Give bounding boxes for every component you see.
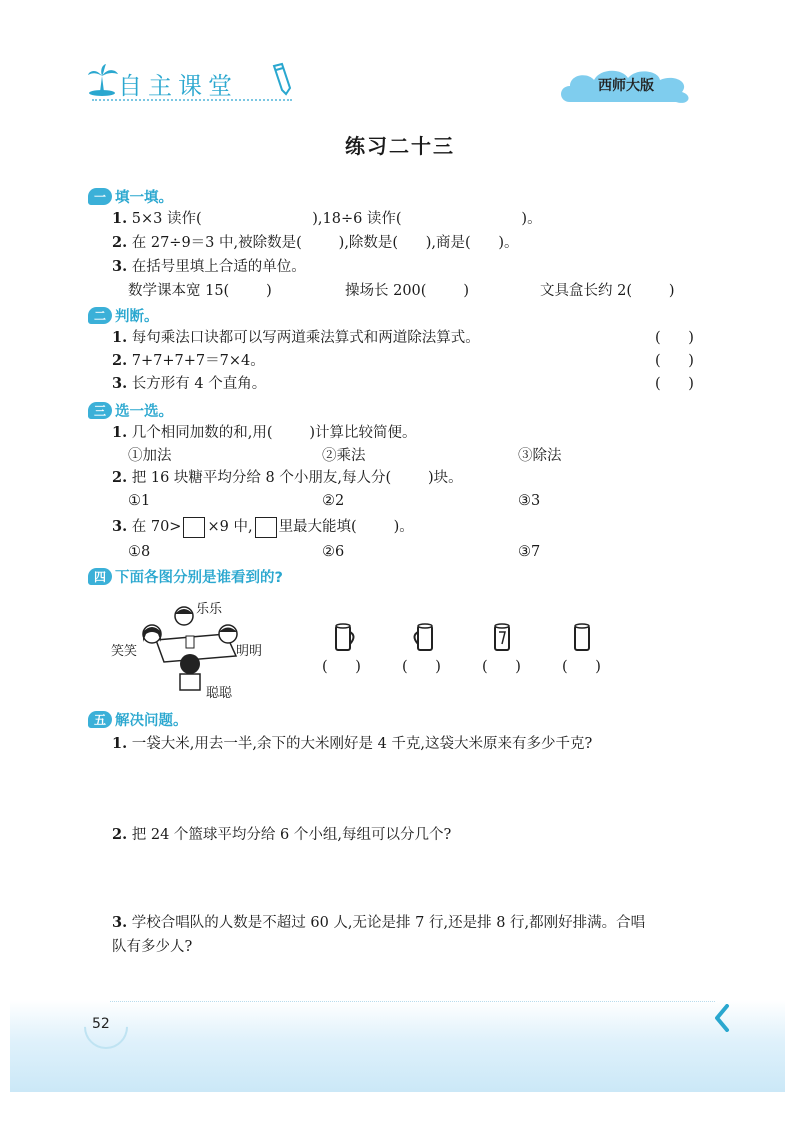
question-text: 长方形有 4 个直角。 (131, 376, 267, 392)
problem-3-continued: 队有多少人? (112, 939, 193, 955)
name-congcong: 聪聪 (206, 686, 233, 701)
view-answer-3: ( ) (482, 659, 521, 675)
question-number: 1. (112, 210, 128, 227)
section-title: 解决问题。 (115, 712, 188, 729)
blank-box (255, 517, 277, 538)
section-badge: 四 (88, 568, 112, 585)
view-answer-2: ( ) (402, 659, 441, 675)
question-number: 2. (112, 826, 128, 843)
question-number: 3. (112, 518, 128, 535)
question-text: 在括号里填上合适的单位。 (131, 259, 306, 275)
question-1-3 (112, 256, 306, 278)
unit-item-pencilcase: 文具盒长约 2( ) (540, 283, 675, 299)
question-text: 7+7+7+7＝7×4。 (131, 353, 265, 369)
cup-view-3-icon (488, 622, 516, 656)
view-answer-1: ( ) (322, 659, 361, 675)
page-title: 练习二十三 (345, 134, 455, 158)
name-lele: 乐乐 (196, 602, 223, 617)
question-1-1 (112, 208, 542, 230)
judge-1 (112, 327, 480, 349)
question-1-2 (112, 232, 518, 254)
question-number: 3. (112, 914, 128, 931)
choice-2-option-a: ①1 (128, 493, 151, 509)
problem-1 (112, 733, 592, 755)
judge-1-answer: ( ) (655, 330, 694, 346)
palm-tree-icon (86, 62, 120, 98)
question-number: 3. (112, 375, 128, 392)
problem-2 (112, 824, 451, 846)
choice-1-option-c: ③除法 (518, 448, 562, 464)
footer-band (10, 1000, 785, 1092)
edition-label: 西师大版 (598, 78, 654, 94)
section-badge: 五 (88, 711, 112, 728)
section-badge: 二 (88, 307, 112, 324)
cup-view-1-icon (330, 622, 358, 656)
question-text: 几个相同加数的和,用( )计算比较简便。 (131, 425, 417, 441)
choice-3-option-c: ③7 (518, 544, 541, 560)
choice-3-option-a: ①8 (128, 544, 151, 560)
choice-1-option-b: ②乘法 (322, 448, 366, 464)
question-number: 1. (112, 329, 128, 346)
choice-1-option-a: ①加法 (128, 448, 172, 464)
section-title: 判断。 (115, 308, 159, 325)
problem-3 (112, 912, 645, 934)
question-text: 一袋大米,用去一半,余下的大米刚好是 4 千克,这袋大米原来有多少千克? (131, 736, 593, 752)
choice-2-option-c: ③3 (518, 493, 541, 509)
judge-3-answer: ( ) (655, 376, 694, 392)
choice-2-option-b: ②2 (322, 493, 345, 509)
section-title: 选一选。 (115, 403, 173, 420)
question-text-end: 里最大能填( )。 (278, 519, 414, 535)
view-answer-4: ( ) (562, 659, 601, 675)
section-2-heading (88, 305, 159, 325)
judge-3 (112, 373, 266, 395)
question-number: 1. (112, 735, 128, 752)
section-4-heading (88, 566, 283, 586)
question-number: 3. (112, 258, 128, 275)
section-title: 填一填。 (115, 189, 173, 206)
choice-3 (112, 516, 414, 538)
question-text: 把 16 块糖平均分给 8 个小朋友,每人分( )块。 (131, 470, 463, 486)
pencil-icon (268, 62, 298, 96)
section-badge: 一 (88, 188, 112, 205)
name-xiaoxiao: 笑笑 (111, 644, 138, 659)
unit-item-textbook: 数学课本宽 15( ) (128, 283, 272, 299)
brand-title: 自主课堂 (118, 72, 238, 100)
page-number: 52 (92, 1016, 110, 1032)
section-5-heading (88, 709, 188, 729)
cup-view-2-icon (408, 622, 436, 656)
section-title: 下面各图分别是谁看到的? (115, 569, 283, 586)
chevron-left-icon (714, 1004, 730, 1032)
section-badge: 三 (88, 402, 112, 419)
name-mingming: 明明 (236, 644, 263, 659)
judge-2-answer: ( ) (655, 353, 694, 369)
question-number: 1. (112, 424, 128, 441)
question-number: 2. (112, 234, 128, 251)
header-divider (92, 99, 292, 101)
question-text: 把 24 个篮球平均分给 6 个小组,每组可以分几个? (131, 827, 452, 843)
choice-3-option-b: ②6 (322, 544, 345, 560)
blank-box (183, 517, 205, 538)
section-3-heading (88, 400, 173, 420)
question-text: 学校合唱队的人数是不超过 60 人,无论是排 7 行,还是排 8 行,都刚好排满。合唱 (131, 915, 646, 931)
question-text: 在 27÷9＝3 中,被除数是( ),除数是( ),商是( )。 (131, 235, 519, 251)
question-text-mid: ×9 中, (207, 519, 253, 535)
question-number: 2. (112, 469, 128, 486)
section-1-heading (88, 186, 173, 206)
cup-view-4-icon (568, 622, 596, 656)
question-text: 每句乘法口诀都可以写两道乘法算式和两道除法算式。 (131, 330, 480, 346)
question-number: 2. (112, 352, 128, 369)
footer-divider (110, 1001, 715, 1002)
unit-item-playground: 操场长 200( ) (345, 283, 469, 299)
judge-2 (112, 350, 265, 372)
question-text: 5×3 读作( ),18÷6 读作( )。 (131, 211, 542, 227)
choice-2 (112, 467, 463, 489)
choice-1 (112, 422, 417, 444)
question-text-pre: 在 70> (131, 519, 182, 535)
